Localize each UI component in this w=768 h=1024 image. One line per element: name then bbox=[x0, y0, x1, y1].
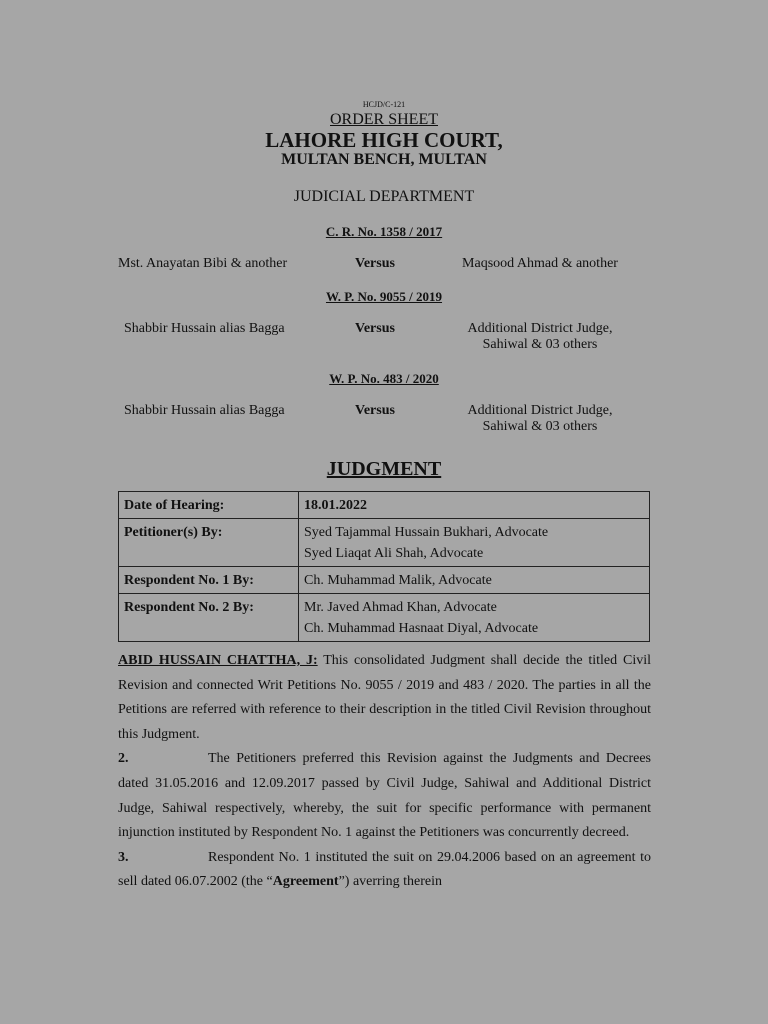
versus-2: Versus bbox=[355, 321, 395, 336]
respondent2-counsel-label: Respondent No. 2 By: bbox=[119, 594, 299, 642]
paragraph-2-number: 2. bbox=[118, 751, 129, 767]
bench-name: MULTAN BENCH, MULTAN bbox=[281, 151, 487, 168]
paragraph-2 bbox=[118, 747, 651, 845]
petitioners-counsel-value bbox=[299, 519, 650, 567]
respondent-1-line1: Maqsood Ahmad & another bbox=[462, 256, 618, 271]
petitioners-counsel-1: Syed Tajammal Hussain Bukhari, Advocate bbox=[304, 525, 549, 540]
paragraph-1-text: This consolidated Judgment shall decide the titled Civil Revision and connected Writ Petitions No. 9055 / 2019 and 483 / 2020. The parties in all the Petitions are referred with reference to their description in the titled Civil Revision throughout this Judgment. bbox=[118, 653, 651, 742]
paragraph-3-text-b: ”) averring therein bbox=[338, 874, 442, 890]
respondent2-counsel-1: Mr. Javed Ahmad Khan, Advocate bbox=[304, 600, 497, 615]
petitioner-3: Shabbir Hussain alias Bagga bbox=[124, 403, 285, 418]
order-sheet-heading: ORDER SHEET bbox=[330, 111, 438, 128]
versus-3: Versus bbox=[355, 403, 395, 418]
case-number-1: C. R. No. 1358 / 2017 bbox=[325, 224, 443, 239]
petitioner-2: Shabbir Hussain alias Bagga bbox=[124, 321, 285, 336]
respondent-3 bbox=[430, 403, 650, 435]
judgment-body bbox=[118, 649, 651, 895]
department-name: JUDICIAL DEPARTMENT bbox=[293, 188, 475, 205]
judgment-title: JUDGMENT bbox=[326, 458, 442, 480]
petitioners-counsel-label: Petitioner(s) By: bbox=[119, 519, 299, 567]
petitioner-1: Mst. Anayatan Bibi & another bbox=[118, 256, 288, 271]
respondent1-counsel-label: Respondent No. 1 By: bbox=[119, 567, 299, 594]
respondent-2 bbox=[430, 321, 650, 353]
counsel-table bbox=[118, 491, 650, 642]
paragraph-2-text: The Petitioners preferred this Revision against the Judgments and Decrees dated 31.05.2016 and 12.09.2017 passed by Civil Judge, Sahiwal and Additional District Judge, Sahiwal respectively, whereby, the suit for specific performance with permanent injunction instituted by Respondent No. 1 against the Petitioners was concurrently decreed. bbox=[118, 751, 651, 841]
hearing-date-label: Date of Hearing: bbox=[119, 492, 299, 519]
respondent2-counsel-2: Ch. Muhammad Hasnaat Diyal, Advocate bbox=[304, 621, 539, 636]
judge-name: ABID HUSSAIN CHATTHA, J: bbox=[118, 653, 318, 668]
court-name: LAHORE HIGH COURT, bbox=[265, 128, 503, 152]
table-row bbox=[119, 519, 650, 567]
respondent-2-line1: Additional District Judge, bbox=[467, 321, 613, 336]
case-number-3: W. P. No. 483 / 2020 bbox=[329, 371, 439, 386]
paragraph-3 bbox=[118, 846, 651, 895]
table-row bbox=[119, 492, 650, 519]
case-number-2: W. P. No. 9055 / 2019 bbox=[325, 289, 443, 304]
petitioners-counsel-2: Syed Liaqat Ali Shah, Advocate bbox=[304, 546, 484, 561]
form-code: HCJD/C-121 bbox=[362, 100, 406, 109]
respondent2-counsel-value bbox=[299, 594, 650, 642]
respondent-1 bbox=[430, 256, 650, 272]
paragraph-1 bbox=[118, 649, 651, 747]
agreement-term: Agreement bbox=[272, 874, 339, 890]
respondent-2-line2: Sahiwal & 03 others bbox=[482, 337, 598, 352]
paragraph-3-number: 3. bbox=[118, 849, 129, 865]
table-row bbox=[119, 567, 650, 594]
respondent-3-line2: Sahiwal & 03 others bbox=[482, 419, 598, 434]
respondent1-counsel-value: Ch. Muhammad Malik, Advocate bbox=[299, 567, 650, 594]
versus-1: Versus bbox=[355, 256, 395, 271]
hearing-date-value: 18.01.2022 bbox=[299, 492, 650, 519]
respondent-3-line1: Additional District Judge, bbox=[467, 403, 613, 418]
paragraph-3-text-a: Respondent No. 1 instituted the suit on 29.04.2006 based on an agreement to sell dated 06.07.2002 (the “ bbox=[118, 849, 651, 890]
table-row bbox=[119, 594, 650, 642]
